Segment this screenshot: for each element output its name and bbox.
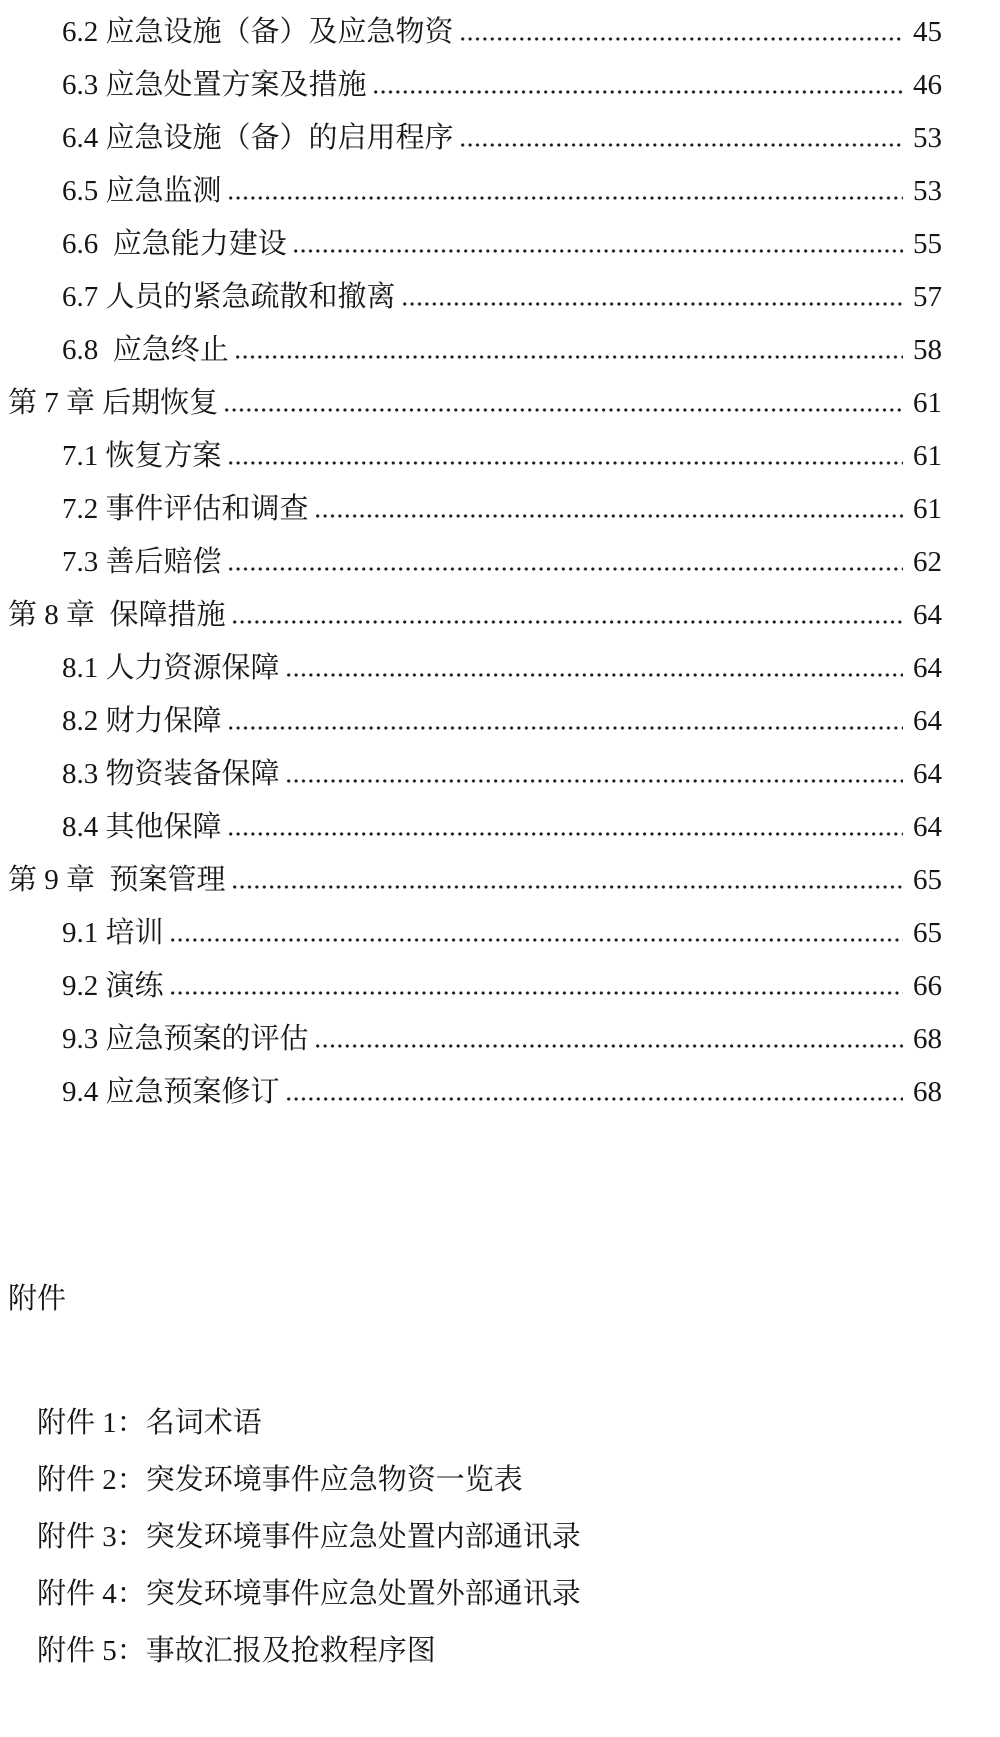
toc-entry-label: 6.2 应急设施（备）及应急物资 [62,16,454,48]
toc-entry-page: 64 [913,652,942,684]
toc-entry[interactable] [0,324,942,377]
toc-entry-page: 66 [913,970,942,1002]
toc-entry-label: 7.1 恢复方案 [62,440,222,472]
attachment-item-label: 附件 3：突发环境事件应急处置内部通讯录 [37,1521,581,1553]
attachment-item-label: 附件 2：突发环境事件应急物资一览表 [37,1464,523,1496]
dot-leader [461,143,903,147]
dot-leader [233,885,903,889]
toc-entry-page: 65 [913,917,942,949]
toc-entry-page: 55 [913,228,942,260]
toc-entry-label: 6.7 人员的紧急疏散和撤离 [62,281,396,313]
toc-entry-label: 8.3 物资装备保障 [62,758,280,790]
dot-leader [287,1097,903,1101]
toc-entry[interactable] [0,801,942,854]
dot-leader [233,620,903,624]
dot-leader [294,249,903,253]
toc-entry[interactable] [0,6,942,59]
toc-entry-label: 6.6 应急能力建设 [62,228,287,260]
toc-entry-page: 61 [913,493,942,525]
toc-entry-label: 8.2 财力保障 [62,705,222,737]
toc-entry-label: 第 7 章 后期恢复 [8,387,219,419]
toc-entry-page: 45 [913,16,942,48]
attachment-item-label: 附件 1：名词术语 [37,1407,262,1439]
toc-entry-page: 61 [913,440,942,472]
toc-entry-page: 64 [913,811,942,843]
dot-leader [229,726,903,730]
toc-entry-page: 65 [913,864,942,896]
toc-entry-label: 6.5 应急监测 [62,175,222,207]
toc-entry[interactable] [0,695,942,748]
toc-entry-label: 9.4 应急预案修订 [62,1076,280,1108]
toc-entry-page: 46 [913,69,942,101]
toc-entry-page: 64 [913,599,942,631]
toc-entry[interactable] [0,165,942,218]
toc-entry-label: 9.1 培训 [62,917,164,949]
dot-leader [461,37,903,41]
toc-entry-label: 第 9 章 预案管理 [8,864,226,896]
toc-entry-page: 64 [913,758,942,790]
attachments-list [0,1338,942,1667]
toc-entry-label: 8.1 人力资源保障 [62,652,280,684]
toc-entry-label: 7.3 善后赔偿 [62,546,222,578]
toc-entry-page: 57 [913,281,942,313]
toc-entry[interactable] [0,960,942,1013]
toc-entry[interactable] [0,748,942,801]
toc-entry-label: 9.2 演练 [62,970,164,1002]
toc-entry[interactable] [0,1066,942,1119]
toc-entry[interactable] [0,218,942,271]
dot-leader [316,1044,903,1048]
toc-list [0,6,942,1119]
toc-entry[interactable] [0,536,942,589]
dot-leader [287,779,903,783]
toc-entry-page: 64 [913,705,942,737]
toc-entry-page: 53 [913,122,942,154]
toc-entry[interactable] [0,854,942,907]
dot-leader [374,90,903,94]
toc-entry[interactable] [0,112,942,165]
attachment-item-label: 附件 4：突发环境事件应急处置外部通讯录 [37,1578,581,1610]
toc-entry-page: 58 [913,334,942,366]
toc-entry-page: 61 [913,387,942,419]
dot-leader [403,302,903,306]
toc-entry-label: 6.3 应急处置方案及措施 [62,69,367,101]
dot-leader [229,567,903,571]
toc-entry-label: 6.4 应急设施（备）的启用程序 [62,122,454,154]
dot-leader [171,938,903,942]
toc-entry-label: 9.3 应急预案的评估 [62,1023,309,1055]
toc-entry-page: 68 [913,1023,942,1055]
dot-leader [287,673,903,677]
dot-leader [229,196,903,200]
dot-leader [225,408,903,412]
toc-entry-page: 68 [913,1076,942,1108]
toc-entry[interactable] [0,589,942,642]
toc-entry-label: 第 8 章 保障措施 [8,599,226,631]
toc-entry[interactable] [0,430,942,483]
dot-leader [229,832,903,836]
dot-leader [236,355,903,359]
toc-entry[interactable] [0,1013,942,1066]
attachment-item-label: 附件 5：事故汇报及抢救程序图 [37,1635,436,1667]
toc-entry-label: 7.2 事件评估和调查 [62,493,309,525]
toc-entry[interactable] [0,483,942,536]
toc-entry-page: 62 [913,546,942,578]
toc-entry[interactable] [0,642,942,695]
toc-entry-label: 8.4 其他保障 [62,811,222,843]
toc-entry[interactable] [0,59,942,112]
dot-leader [171,991,903,995]
attachment-item [0,1338,942,1439]
toc-entry[interactable] [0,271,942,324]
toc-entry[interactable] [0,907,942,960]
dot-leader [229,461,903,465]
attachments-section [0,1271,942,1667]
dot-leader [316,514,903,518]
toc-entry[interactable] [0,377,942,430]
toc-entry-page: 53 [913,175,942,207]
toc-entry-label: 6.8 应急终止 [62,334,229,366]
attachments-heading: 附件 [8,1283,67,1315]
